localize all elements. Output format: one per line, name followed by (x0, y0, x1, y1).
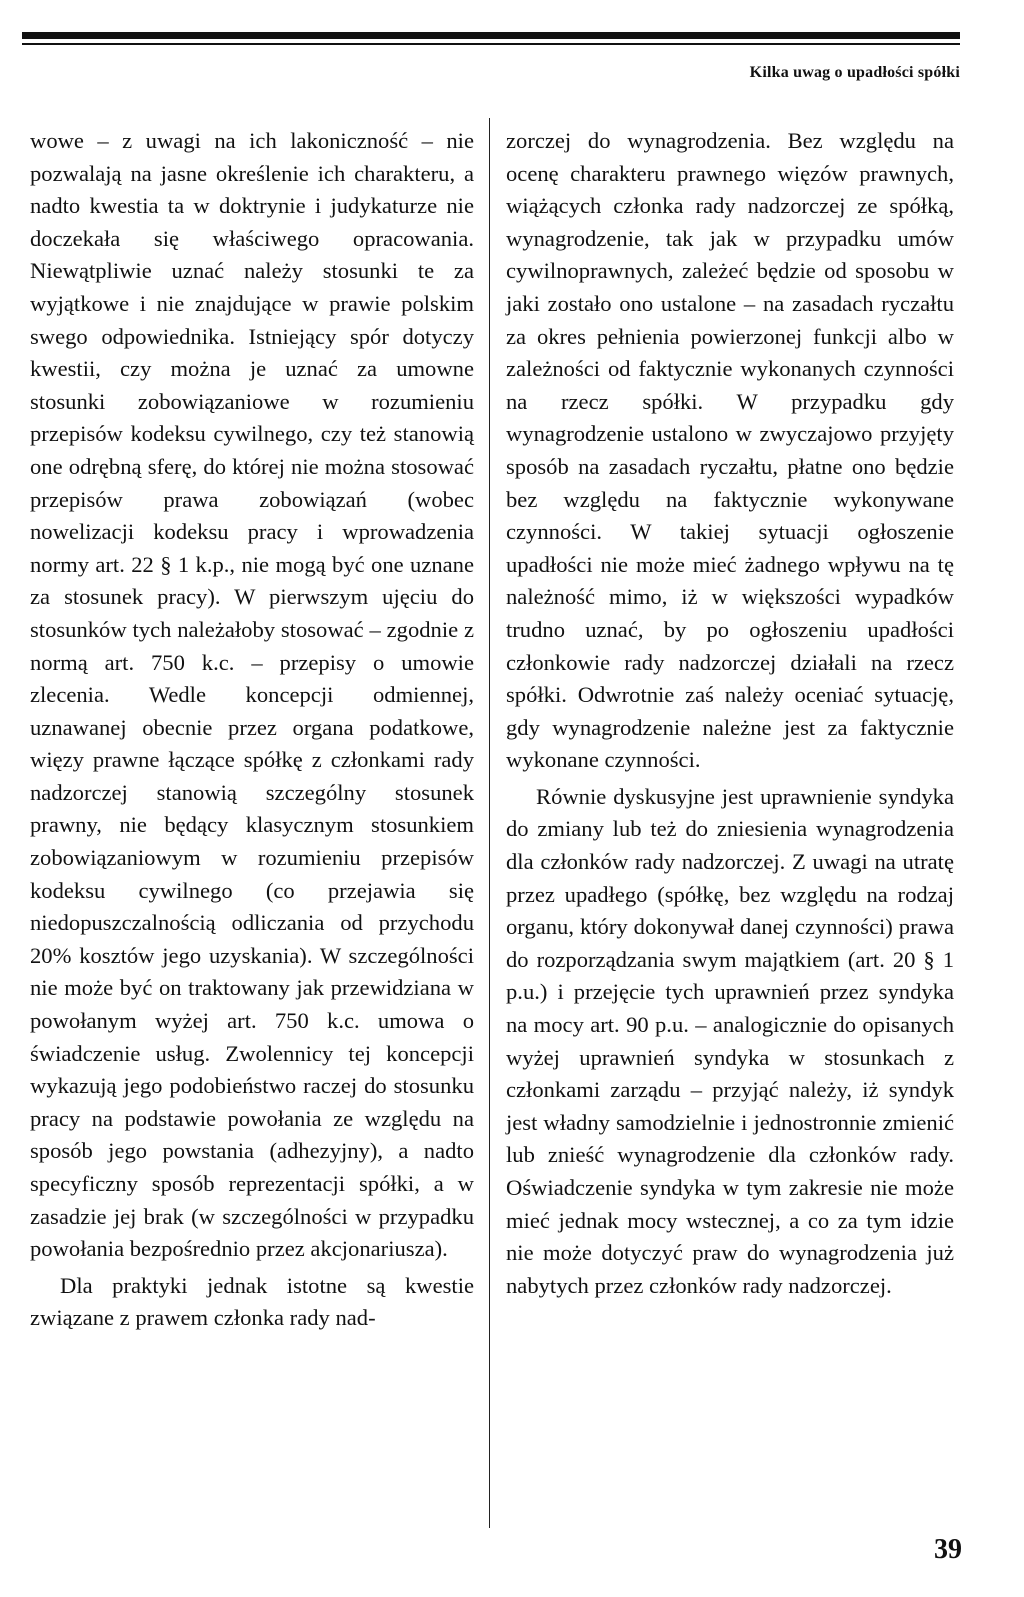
running-header-title: Kilka uwag o upadłości spółki (749, 64, 960, 81)
left-paragraph-2: Dla praktyki jednak istotne są kwestie związane z prawem członka rady nad- (30, 1272, 474, 1331)
right-paragraph-2: Równie dyskusyjne jest uprawnienie syndyka do zmiany lub też do zniesienia wynagrodzenia dla członków rady nadzorczej. Z uwagi na utratę przez upadłego (spółkę, bez względu na rodzaj organu, który dokonywał danej czynności) prawa do rozporządzania swym majątkiem (art. 20 § 1 p.u.) i przejęcie tych uprawnień przez syndyka na mocy art. 90 p.u. – analogicznie do opisanych wyżej uprawnień syndyka w stosunkach z członkami zarządu – przyjąć należy, iż syndyk jest władny samodzielnie i jednostronnie zmienić lub znieść wynagrodzenie dla członków rady. Oświadczenie syndyka w tym zakresie nie może mieć jednak mocy wstecznej, a co za tym idzie nie może dotyczyć praw do wynagrodzenia już nabytych przez członków rady nadzorczej. (506, 783, 954, 1298)
column-divider (489, 118, 490, 1528)
header-rule-thick (22, 32, 960, 39)
left-paragraph-1: wowe – z uwagi na ich lakoniczność – nie pozwalają na jasne określenie ich charakteru, a nadto kwestia ta w doktrynie i judykaturze nie doczekała się właściwego opracowania. Niewątpliwie uznać należy stosunki te za wyjątkowe i nie znajdujące w prawie polskim swego odpowiednika. Istniejący spór dotyczy kwestii, czy można je uznać za umowne stosunki zobowiązaniowe w rozumieniu przepisów kodeksu cywilnego, czy też stanowią one odrębną sferę, do której nie można stosować przepisów prawa zobowiązań (wobec nowelizacji kodeksu pracy i wprowadzenia normy art. 22 § 1 k.p., nie mogą być one uznane za stosunek pracy). W pierwszym ujęciu do stosunków tych należałoby stosować – zgodnie z normą art. 750 k.c. – przepisy o umowie zlecenia. Wedle koncepcji odmiennej, uznawanej obecnie przez organa podatkowe, więzy prawne łączące spółkę z członkami rady nadzorczej stanowią szczególny stosunek prawny, nie będący klasycznym stosunkiem zobowiązaniowym w rozumieniu przepisów kodeksu cywilnego (co przejawia się niedopuszczalnością odliczania od przychodu 20% kosztów jego uzyskania). W szczególności nie może być on traktowany jak przewidziana w powołanym wyżej art. 750 k.c. umowa o świadczenie usług. Zwolennicy tej koncepcji wykazują jego podobieństwo raczej do stosunku pracy na podstawie powołania ze względu na sposób jego powstania (adhezyjny), a nadto specyficzny sposób reprezentacji spółki, a w zasadzie jej brak (w szczególności w przypadku powołania bezpośrednio przez akcjonariusza). (30, 128, 474, 1262)
header-rule-thin (22, 43, 960, 45)
right-paragraph-1: zorczej do wynagrodzenia. Bez względu na ocenę charakteru prawnego więzów prawnych, wiążących członka rady nadzorczej ze spółką, wynagrodzenie, tak jak w przypadku umów cywilnoprawnych, zależeć będzie od sposobu w jaki zostało ono ustalone – na zasadach ryczałtu za okres pełnienia powierzonej funkcji albo w zależności od faktycznie wykonanych czynności na rzecz spółki. W przypadku gdy wynagrodzenie ustalono w zwyczajowo przyjęty sposób na zasadach ryczałtu, płatne ono będzie bez względu na faktycznie wykonywane czynności. W takiej sytuacji ogłoszenie upadłości nie może mieć żadnego wpływu na tę należność mimo, iż w większości wypadków trudno uznać, by po ogłoszeniu upadłości członkowie rady nadzorczej działali na rzecz spółki. Odwrotnie zaś należy oceniać sytuację, gdy wynagrodzenie należne jest za faktycznie wykonane czynności. (506, 128, 954, 773)
right-text-column (506, 125, 954, 1302)
page-number: 39 (934, 1534, 962, 1565)
left-text-column (30, 125, 474, 1335)
